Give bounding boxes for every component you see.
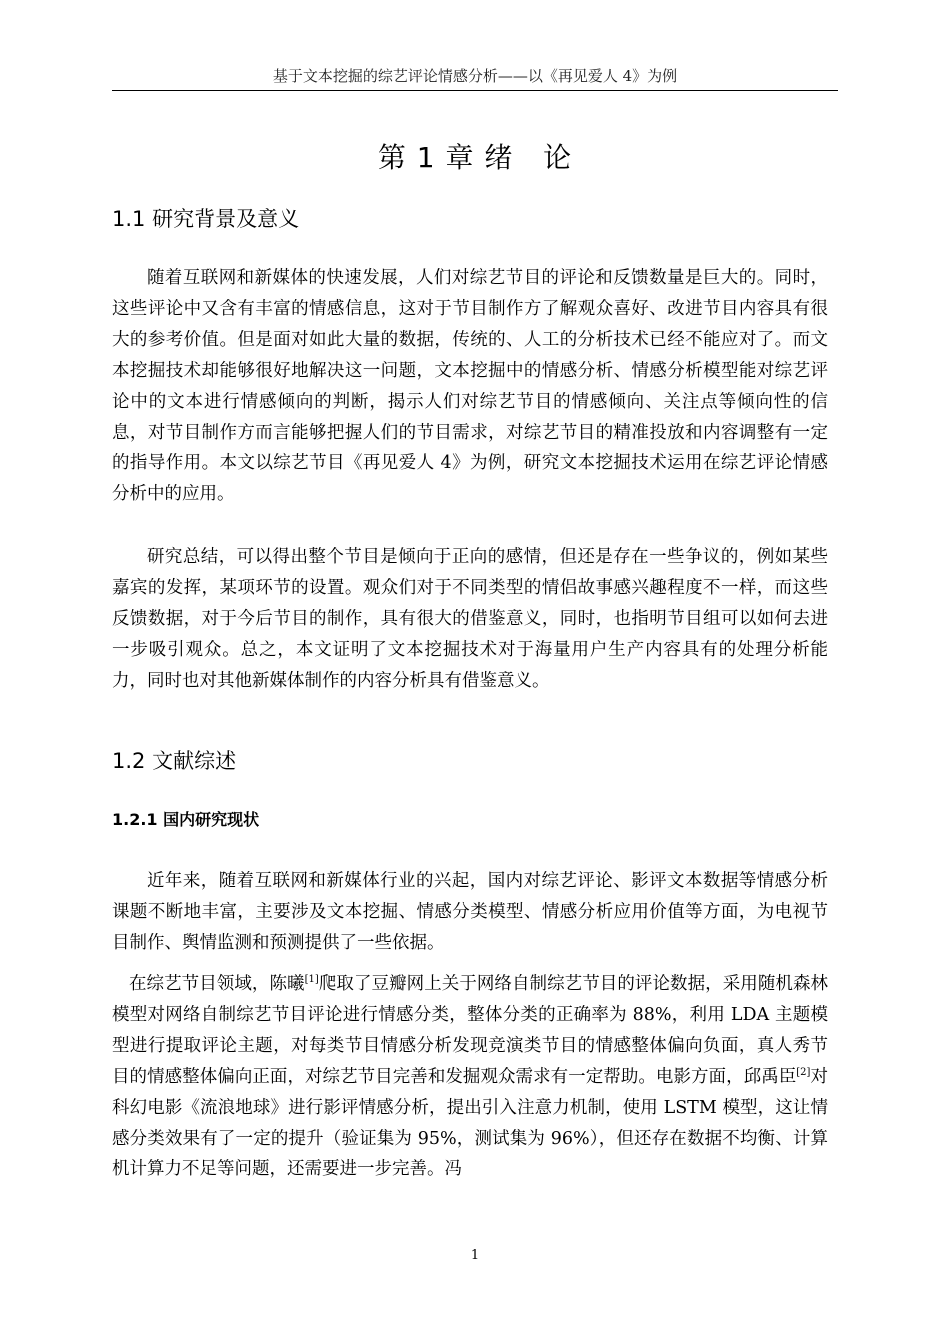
paragraph-text-part-3: 对科幻电影《流浪地球》进行影评情感分析，提出引入注意力机制，使用 LSTM 模型，这让情感分类效果有了一定的提升（验证集为 95%，测试集为 96%），但还存在数据不均衡、计算机计算力不足等问题，还需要进一步完善。冯	[112, 1066, 828, 1180]
citation-ref-2[interactable]: [2]	[796, 1066, 811, 1078]
paragraph-background: 随着互联网和新媒体的快速发展，人们对综艺节目的评论和反馈数量是巨大的。同时，这些评论中又含有丰富的情感信息，这对于节目制作方了解观众喜好、改进节目内容具有很大的参考价值。但是面对如此大量的数据，传统的、人工的分析技术已经不能应对了。而文本挖掘技术却能够很好地解决这一问题，文本挖掘中的情感分析、情感分析模型能对综艺评论中的文本进行情感倾向的判断，揭示人们对综艺节目的情感倾向、关注点等倾向性的信息，对节目制作方而言能够把握人们的节目需求，对综艺节目的精准投放和内容调整有一定的指导作用。本文以综艺节目《再见爱人 4》为例，研究文本挖掘技术运用在综艺评论情感分析中的应用。	[112, 268, 828, 505]
paragraph-domestic-research	[112, 969, 828, 1185]
chapter-title: 第 1 章 绪 论	[377, 141, 573, 174]
paragraph-summary: 研究总结，可以得出整个节目是倾向于正向的感情，但还是存在一些争议的，例如某些嘉宾的发挥，某项环节的设置。观众们对于不同类型的情侣故事感兴趣程度不一样，而这些反馈数据，对于今后节目的制作，具有很大的借鉴意义，同时，也指明节目组可以如何去进一步吸引观众。总之，本文证明了文本挖掘技术对于海量用户生产内容具有的处理分析能力，同时也对其他新媒体制作的内容分析具有借鉴意义。	[112, 547, 828, 691]
running-header: 基于文本挖掘的综艺评论情感分析——以《再见爱人 4》为例	[272, 67, 678, 85]
section-title-1-1: 1.1 研究背景及意义	[112, 207, 300, 231]
section-title-1-2: 1.2 文献综述	[112, 749, 237, 773]
paragraph-domestic-overview: 近年来，随着互联网和新媒体行业的兴起，国内对综艺评论、影评文本数据等情感分析课题不断地丰富，主要涉及文本挖掘、情感分类模型、情感分析应用价值等方面，为电视节目制作、舆情监测和预测提供了一些依据。	[112, 871, 828, 953]
citation-ref-1[interactable]: [1]	[304, 974, 319, 985]
paragraph-text-part-2: 爬取了豆瓣网上关于网络自制综艺节目的评论数据，采用随机森林模型对网络自制综艺节目评论进行情感分类，整体分类的正确率为 88%，利用 LDA 主题模型进行提取评论主题，对每类节目情感分析发现竞演类节目的情感整体偏向负面，真人秀节目的情感整体偏向正面，对综艺节目完善和发掘观众需求有一定帮助。电影方面，邱禹臣	[112, 974, 829, 1087]
page-number: 1	[470, 1248, 480, 1263]
paragraph-text-part-1: 在综艺节目领域，陈曦	[129, 974, 305, 994]
header-rule	[112, 90, 838, 91]
subsection-title-1-2-1: 1.2.1 国内研究现状	[112, 810, 260, 829]
